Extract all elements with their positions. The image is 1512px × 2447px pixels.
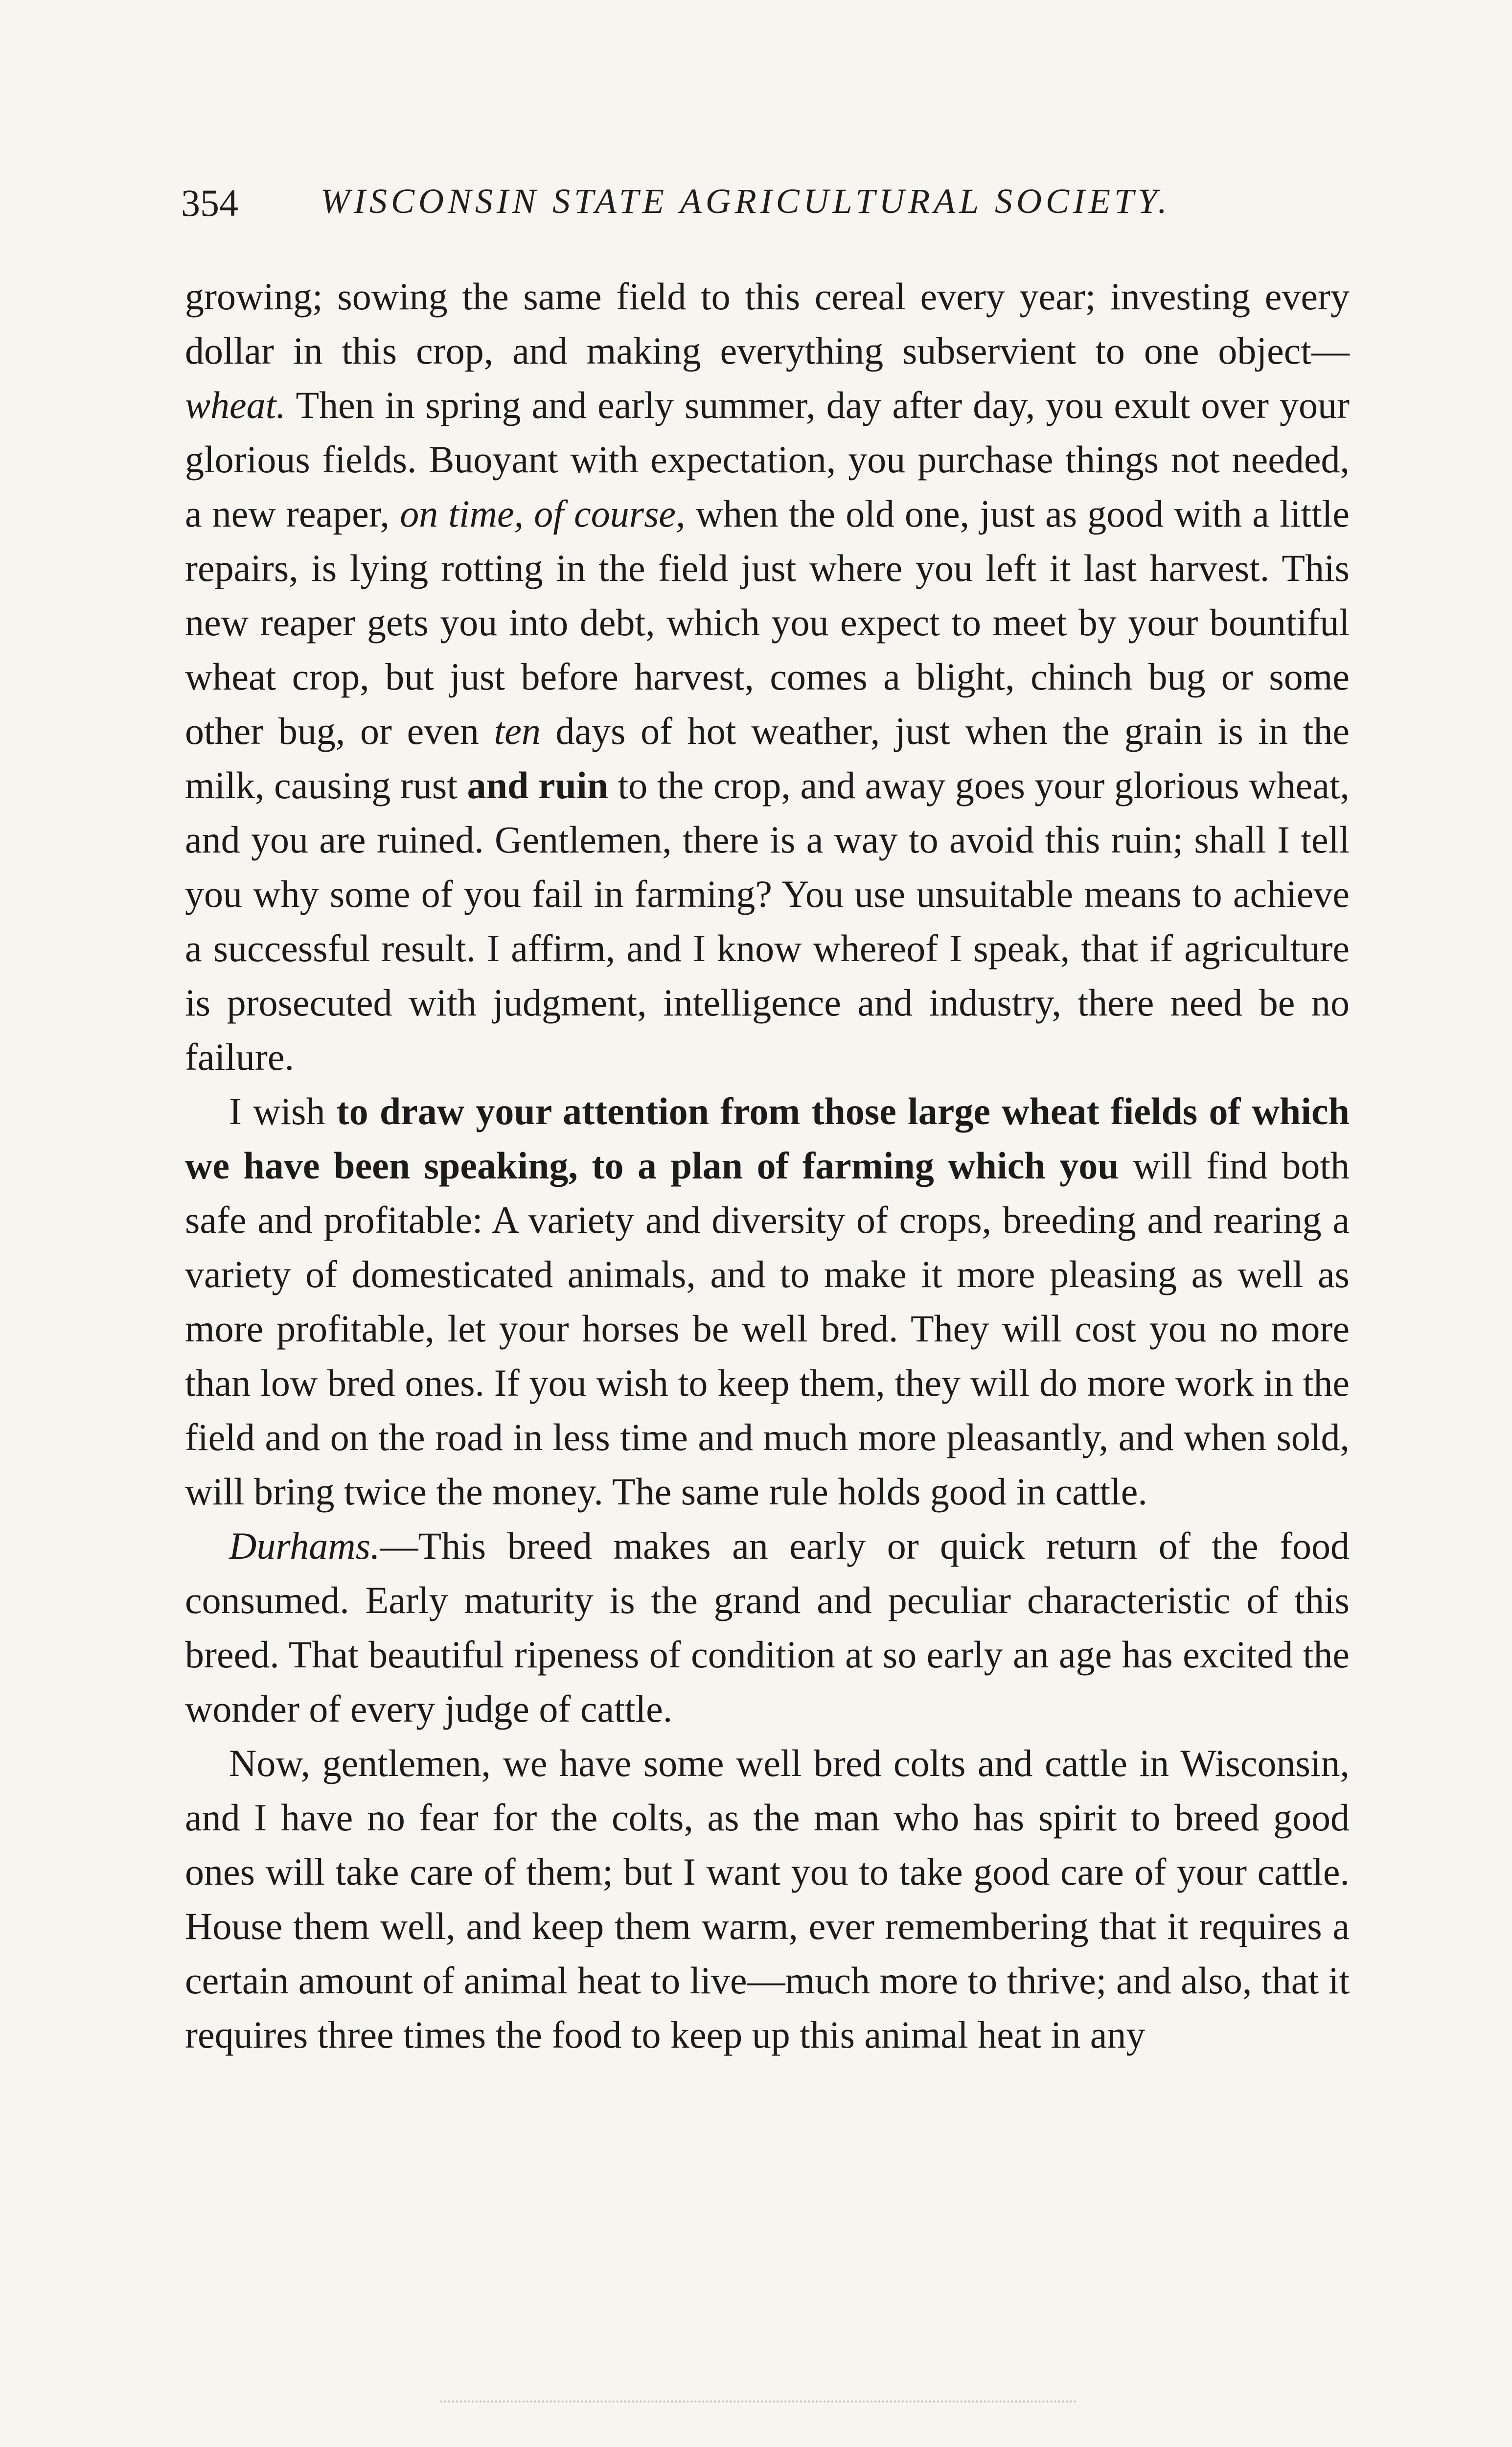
text-run: Now, gentlemen, we have some well bred colts and cattle in Wisconsin, and I have no fear for the colts, as the man who has spirit to breed good ones will take care of them; but I want you to take good care of your cattle. House them well, and keep them warm, ever remembering that it requires a certain amount of animal heat to live—much more to thrive; and also, that it requires three times the food to keep up this animal heat in any bbox=[185, 1742, 1350, 2056]
body-text bbox=[185, 269, 1350, 2062]
paragraph-cattle-care bbox=[185, 1736, 1350, 2062]
text-run: —This breed makes an early or quick return of the food consumed. Early maturity is the grand and peculiar characteristic of this breed. That beautiful ripeness of condition at so early an age has excited the wonder of every judge of cattle. bbox=[185, 1524, 1350, 1730]
bold-run: to draw your attention from those large wheat fields of which we have been speaking, to a plan of farming which you bbox=[185, 1090, 1350, 1187]
running-head bbox=[181, 176, 1355, 240]
text-run: will find both safe and profitable: A variety and diversity of crops, breeding and rearing a variety of domesticated animals, and to make it more pleasing as well as more profitable, let your horses be well bred. They will cost you no more than low bred ones. If you wish to keep them, they will do more work in the field and on the road in less time and much more pleasantly, and when sold, will bring twice the money. The same rule holds good in cattle. bbox=[185, 1144, 1350, 1513]
text-run: when the old one, just as good with a little repairs, is lying rotting in the field just where you left it last harvest. This new reaper gets you into debt, which you expect to meet by your bountiful wheat crop, but just before harvest, comes a blight, chinch bug or some other bug, or even bbox=[185, 492, 1350, 752]
paragraph-diversified-farming bbox=[185, 1084, 1350, 1519]
italic-run: on time, of course, bbox=[400, 492, 686, 535]
running-title: WISCONSIN STATE AGRICULTURAL SOCIETY. bbox=[321, 182, 1171, 221]
italic-run: ten bbox=[494, 710, 541, 752]
page-bottom-rule bbox=[440, 2401, 1077, 2402]
paragraph-wheat-farming bbox=[185, 269, 1350, 1084]
text-run: days of hot weather, just when the grain is in the milk, causing rust bbox=[185, 710, 1350, 807]
text-run: growing; sowing the same field to this cereal every year; investing every dollar in this crop, and making everything subservient to one object— bbox=[185, 275, 1350, 372]
italic-run: Durhams. bbox=[229, 1524, 380, 1567]
page-number: 354 bbox=[181, 182, 238, 224]
bold-run: and ruin bbox=[467, 764, 608, 807]
text-run: I wish bbox=[229, 1090, 337, 1132]
text-run: Then in spring and early summer, day after day, you exult over your glorious fields. Buoyant with expectation, you purchase things not needed, a new reaper, bbox=[185, 384, 1350, 535]
italic-run: wheat. bbox=[185, 384, 286, 426]
paragraph-durhams bbox=[185, 1519, 1350, 1736]
text-run: to the crop, and away goes your glorious wheat, and you are ruined. Gentlemen, there is a way to avoid this ruin; shall I tell you why some of you fail in farming? You use unsuitable means to achieve a successful result. I affirm, and I know whereof I speak, that if agriculture is prosecuted with judgment, intelligence and industry, there need be no failure. bbox=[185, 764, 1350, 1078]
